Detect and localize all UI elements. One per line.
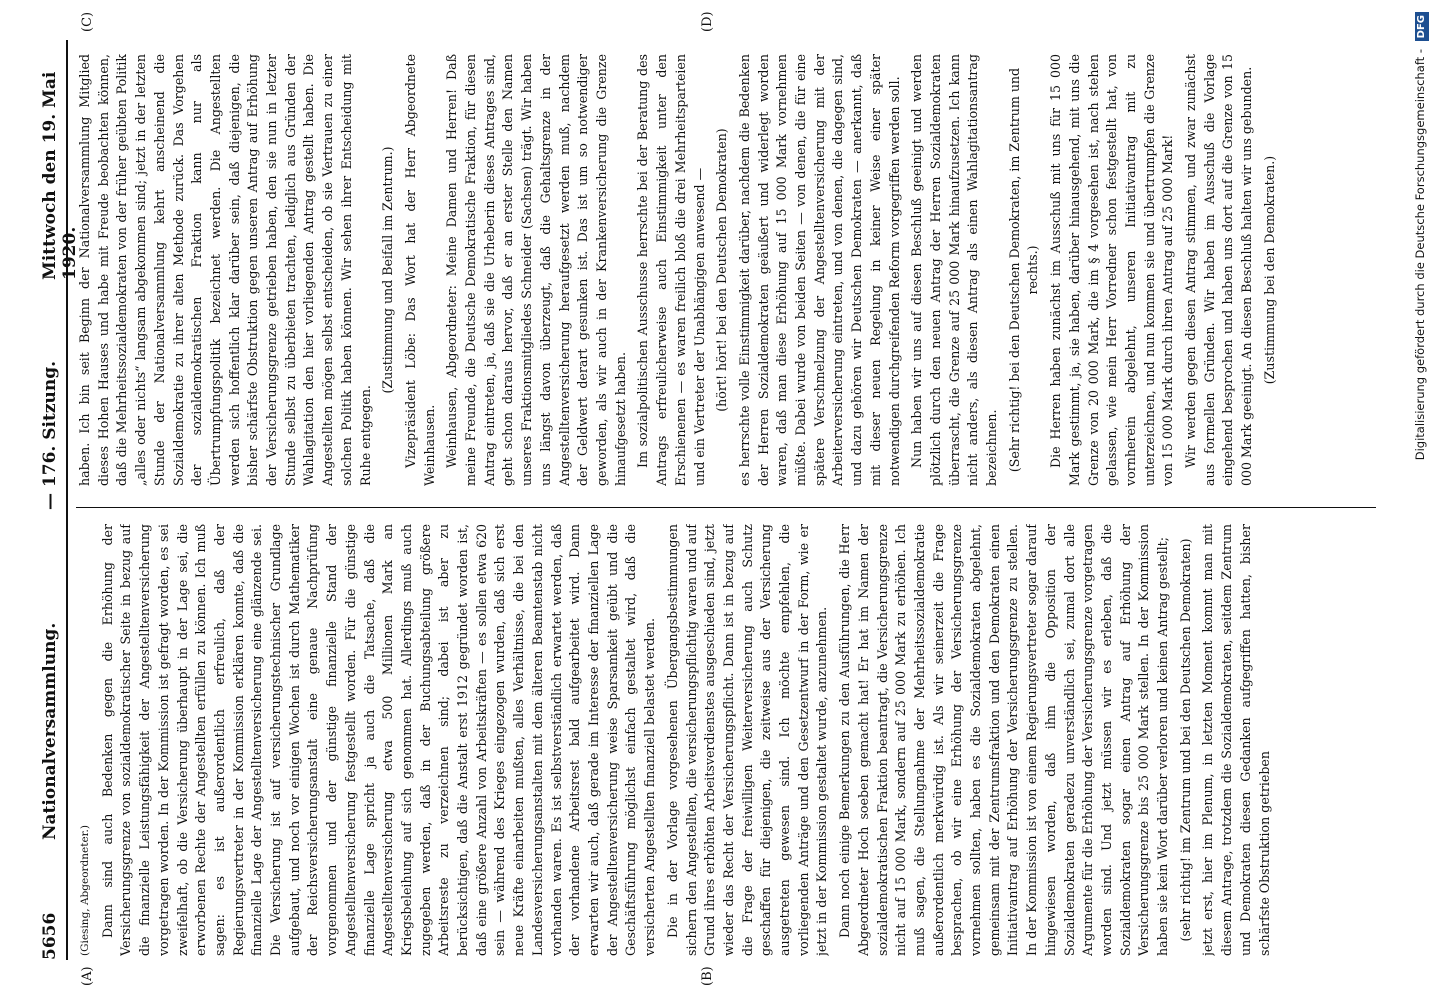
- dfg-logo: DFG: [1415, 12, 1429, 41]
- margin-marker-b: (B): [700, 966, 715, 986]
- paragraph: Dann sind auch Bedenken gegen die Erhöhung der Versicherungsgrenze von sozialdemokratischer Seite in bezug auf die finanzielle Leistungsfähigkeit der Angestelltenversicherung vorgetragen worden. In der Kommission ist gefragt worden, es sei zweifelhaft, ob die Versicherung überhaupt in der Lage sei, die erworbenen Rechte der Angestellten erfüllen zu können. Ich muß sagen: es ist außerordentlich erfreulich, daß der Regierungsvertreter in der Kommission erklären konnte, daß die finanzielle Lage der Angestelltenversicherung eine glänzende sei. Die Versicherung ist auf versicherungstechnischer Grundlage aufgebaut, und noch vor einigen Wochen ist durch Mathematiker der Reichsversicherungsanstalt eine genaue Nachprüfung vorgenommen und der günstige finanzielle Stand der Angestelltenversicherung festgestellt worden. Für die günstige finanzielle Lage spricht ja auch die Tatsache, daß die Angestelltenversicherung etwa 500 Millionen Mark an Kriegsbeleihung auf sich genommen hat. Allerdings muß auch zugegeben werden, daß in der Buchungsabteilung größere Arbeitsreste zu verzeichnen sind; dabei ist aber zu berücksichtigen, daß die Anstalt erst 1912 gegründet worden ist, daß eine größere Anzahl von Arbeitskräften — es sollen etwa 620 sein — während des Krieges eingezogen wurden, daß sich erst neue Kräfte einarbeiten mußten, alles Verhältnisse, die bei den Landesversicherungsanstalten mit dem älteren Beamtenstab nicht vorhanden waren. Es ist selbstverständlich erwartet werden, daß der vorhandene Arbeitsrest bald aufgearbeitet wird. Dann erwarten wir auch, daß gerade im Interesse der finanziellen Lage der Angestelltenversicherung weise Sparsamkeit geübt und die Geschäftsführung möglichst einfach gestaltet wird, daß die versicherten Angestellten finanziell belastet werden.: [99, 524, 658, 956]
- header-rule: [66, 40, 68, 960]
- interjection: (Zustimmung und Beifall im Zentrum.): [380, 146, 396, 394]
- margin-marker-c: (C): [80, 11, 95, 32]
- paragraph: Dann noch einige Bemerkungen zu den Ausführungen, die Herr Abgeordneter Hoch soeben gemacht hat! Er hat im Namen der sozialdemokratischen Fraktion beantragt, die Versicherungsgrenze nicht auf 15 000 Mark, sondern auf 25 000 Mark zu erhöhen. Ich muß sagen, die Stellungnahme der Mehrheitssozialdemokratie außerordentlich merkwürdig ist. Als wir seinerzeit die Frage besprachen, ob wir eine Erhöhung der Versicherungsgrenze vornehmen sollten, haben es die Sozialdemokraten abgelehnt, gemeinsam mit der Zentrumsfraktion und den Demokraten einen Initiativantrag auf Erhöhung der Versicherungsgrenze zu stellen. In der Kommission ist von einem Regierungsvertreter sogar darauf hingewiesen worden, daß ihm die Opposition der Sozialdemokraten geradezu unverständlich sei, zumal dort alle Argumente für die Erhöhung der Versicherungsgrenze vorgetragen worden sind. Und jetzt müssen wir es erleben, daß die Sozialdemokraten sogar einen Antrag auf Erhöhung der Versicherungsgrenze bis 25 000 Mark stellen. In der Kommission haben sie kein Wort darüber verloren und keinen Antrag gestellt;: [837, 524, 1171, 956]
- digitization-notice: [1404, 0, 1434, 1000]
- paragraph: Die in der Vorlage vorgesehenen Übergangsbestimmungen sichern den Angestellten, die versicherungspflichtig waren und auf Grund ihres erhöhten Arbeitsverdienstes ausgeschieden sind, jetzt wieder das Recht der Versicherungspflicht. Dann ist in bezug auf die Frage der freiwilligen Weiterversicherung auch Schutz geschaffen für diejenigen, die zeitweise aus der Versicherung ausgetreten gewesen sind. Ich möchte empfehlen, die vorliegenden Anträge und den Gesetzentwurf in der Form, wie er jetzt in der Kommission gestaltet wurde, anzunehmen.: [664, 524, 830, 956]
- date-label: Mittwoch den 19. Mai 1920.: [40, 71, 80, 280]
- interjection: (Zustimmung bei den Demokraten.): [1261, 155, 1277, 385]
- speaker-label: (Giesing, Abgeordneter.): [79, 825, 91, 956]
- right-column: [76, 54, 1406, 486]
- running-title: Nationalversammlung.: [40, 622, 60, 840]
- digitization-text-wrapper: [1412, 0, 1429, 1000]
- page-number: 5656: [40, 912, 60, 960]
- interjection: (Sehr richtig! bei den Deutschen Demokraten, im Zentrum und rechts.): [1006, 67, 1041, 473]
- margin-marker-a: (A): [80, 966, 95, 986]
- interjection: (sehr richtig! im Zentrum und bei den Deutschen Demokraten): [1177, 538, 1193, 942]
- paragraph: es herrschte volle Einstimmigkeit darüber, nachdem die Bedenken der Herren Sozialdemokraten geäußert und widerlegt worden waren, daß man diese Erhöhung auf 15 000 Mark vornehmen müßte. Dabei wurde von beiden Seiten — von denen, die für eine spätere Verschmelzung der Angestelltenversicherung mit der Arbeiterversicherung eintreten, und von denen, die dagegen sind, und dazu gehören wir Deutschen Demokraten — anerkannt, daß mit dieser neuen Regelung in keiner Weise einer später notwendigen durchgreifenden Reform vorgegriffen werden soll.: [736, 54, 902, 486]
- page-header: [36, 40, 80, 960]
- paragraph: Im sozialpolitischen Ausschusse herrschte bei der Beratung des Antrags erfreulicherweise auch Einstimmigkeit unter den Erschienenen — es waren freilich bloß die drei Mehrheitsparteien und ein Vertreter der Unabhängigen anwesend —: [635, 54, 707, 486]
- session-label: — 176. Sitzung.: [40, 360, 60, 510]
- paragraph: jetzt erst, hier im Plenum, in letzten Moment kommt man mit diesem Antrage, trotzdem die Sozialdemokraten, seitdem Zentrum und Demokraten diesen Gedanken aufgegriffen hatten, bisher schärfste Obstruktion getrieben: [1200, 524, 1272, 956]
- vice-president-remark: Vizepräsident Löbe: Das Wort hat der Herr Abgeordnete Weinhausen.: [402, 54, 437, 486]
- digitization-text: Digitalisierung gefördert durch die Deutsche Forschungsgemeinschaft -: [1413, 49, 1427, 461]
- paragraph: Nun haben wir uns auf diesen Beschluß geeinigt und werden plötzlich durch den neuen Antrag der Herren Sozialdemokraten überrascht, die Grenze auf 25 000 Mark hinaufzusetzen. Ich kann nicht anders, als diesen Antrag als einen Wahlagitationsantrag bezeichnen.: [909, 54, 1000, 486]
- margin-marker-d: (D): [700, 11, 715, 32]
- speaker-intro: Weinhausen, Abgeordneter: Meine Damen und Herren! Daß meine Freunde, die Deutsche Demokratische Fraktion, für diesen Antrag eintreten, ja, daß sie die Urheberin dieses Antrages sind, geht schon daraus hervor, daß er an erster Stelle den Namen unseres Fraktionsmitgliedes Schneider (Sachsen) trägt. Wir haben uns längst davon überzeugt, daß die Gehaltsgrenze in der Angestelltenversicherung heraufgesetzt werden muß, nachdem der Geldwert derart gesunken ist. Das ist um so notwendiger geworden, als wir auch in der Krankenversicherung die Grenze hinaufgesetzt haben.: [444, 54, 628, 486]
- column-divider: [76, 507, 1376, 508]
- interjection: (hört! hört! bei den Deutschen Demokraten): [714, 128, 730, 412]
- paragraph: haben. Ich bin seit Beginn der Nationalversammlung Mitglied dieses Hohen Hauses und habe mit Freude beobachten können, daß die Mehrheitssozialdemokraten von der früher geübten Politik „alles oder nichts“ langsam abgekommen sind; jetzt in der letzten Stunde der Nationalversammlung kehrt anscheinend die Sozialdemokratie zu ihrer alten Methode zurück. Das Vorgehen der sozialdemokratischen Fraktion kann nur als Übertrumpfungspolitik bezeichnet werden. Die Angestellten werden sich hoffentlich klar darüber sein, daß diejenigen, die bisher schärfste Obstruktion gegen unseren Antrag auf Erhöhung der Versicherungsgrenze getrieben haben, den sie nun in letzter Stunde selbst zu überbieten trachten, lediglich aus Gründen der Wahlagitation den hier vorliegenden Antrag gestellt haben. Die Angestellten mögen selbst entscheiden, ob sie Vertrauen zu einer solchen Politik haben können. Wir sehen ihrer Entscheidung mit Ruhe entgegen.: [77, 54, 373, 486]
- paragraph: Die Herren haben zunächst im Ausschuß mit uns für 15 000 Mark gestimmt, ja, sie haben, darüber hinausgehend, mit uns die Grenze von 20 000 Mark, die im § 4 vorgesehen ist, nach stehen gelassen, wie mein Herr Vorredner schon festgestellt hat, von vornherein abgelehnt, unseren Initiativantrag mit zu unterzeichnen, und nun kommen sie und übertrumpfen die Grenze von 15 000 Mark durch ihren Antrag auf 25 000 Mark!: [1048, 54, 1176, 486]
- paragraph: Wir werden gegen diesen Antrag stimmen, und zwar zunächst aus formellen Gründen. Wir haben im Ausschuß die Vorlage eingehend besprochen und haben uns dort auf die Grenze von 15 000 Mark geeinigt. An diesen Beschluß halten wir uns gebunden.: [1183, 54, 1255, 486]
- left-column: [76, 524, 1406, 956]
